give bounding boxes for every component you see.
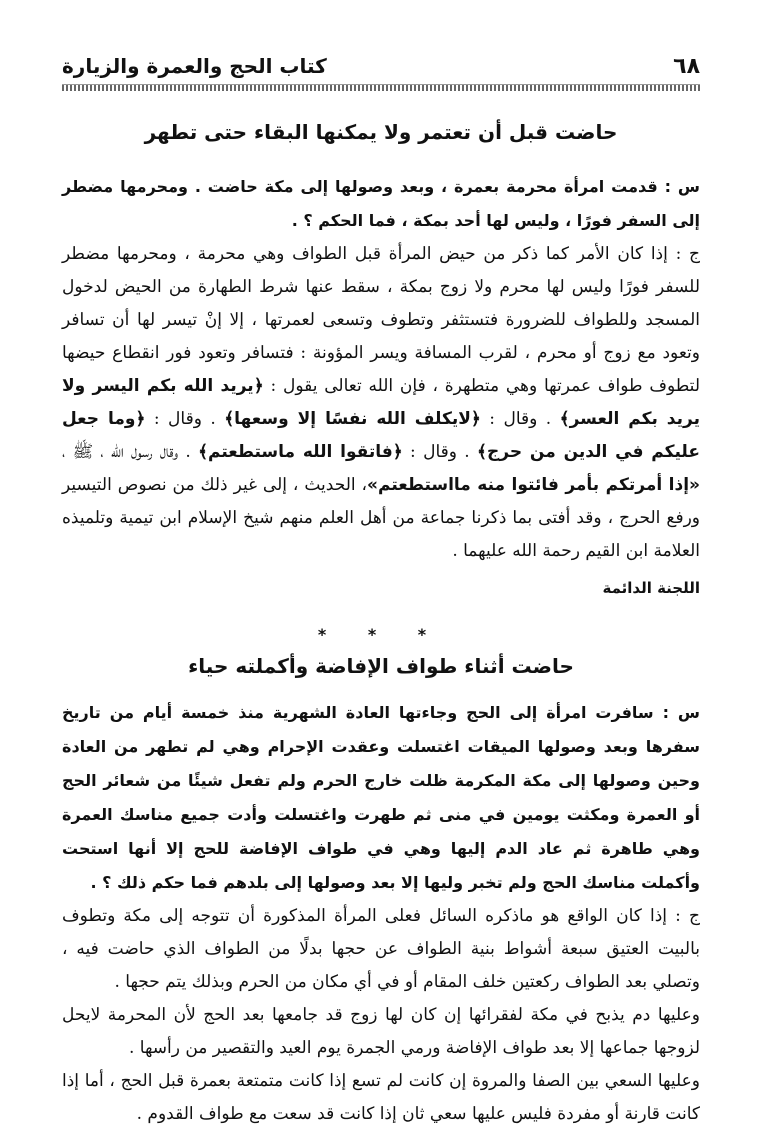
answer-text: ج : إذا كان الأمر كما ذكر من حيض المرأة قبل الطواف وهي محرمة ، ومحرمها مضطر للسفر فورًا وليس لها محرم ولا زوج بمكة ، سقط عنها شرط الطهارة من الحيض لدخول المسجد وللطواف للضرورة فتستثفر وتطوف وتسعى لعمرتها ، إلا إنْ تيسر لها أن تسافر وتعود مع زوج أو محرم ، لقرب المسافة ويسر المؤونة : فتسافر وتعود فور انقطاع حيضها لتطوف طواف عمرتها وهي متطهرة ، فإن الله تعالى يقول : bbox=[62, 244, 700, 396]
section-title: حاضت قبل أن تعتمر ولا يمكنها البقاء حتى تطهر bbox=[144, 120, 618, 144]
verse: ﴿فاتقوا الله ماستطعتم﴾ bbox=[198, 442, 403, 462]
section-separator: * * * bbox=[317, 625, 445, 644]
answer-text: ، الحديث ، إلى غير ذلك من نصوص التيسير ورفع الحرج ، وقد أفتى بما ذكرنا جماعة من أهل العلم منهم شيخ الإسلام ابن تيمية وتلميذه العلامة ابن القيم رحمة الله عليهما . bbox=[62, 475, 700, 561]
page-header bbox=[62, 54, 700, 84]
header-rule bbox=[62, 84, 700, 91]
answer-paragraph: ج : إذا كان الواقع هو ماذكره السائل فعلى المرأة المذكورة أن تتوجه إلى مكة وتطوف بالبيت العتيق سبعة أشواط بنية الطواف عن حجها بدلًا من الطواف الذي حاضت فيه ، وتصلي بعد الطواف ركعتين خلف المقام أو في أي مكان من الحرم وبذلك يتم حجها . bbox=[62, 906, 700, 992]
hadith: «إذا أمرتكم بأمر فائتوا منه مااستطعتم» bbox=[367, 475, 701, 495]
section-title: حاضت أثناء طواف الإفاضة وأكملته حياء bbox=[188, 654, 574, 678]
connector-text: . وقال : bbox=[145, 409, 225, 429]
connector-text: . وقال : bbox=[480, 409, 560, 429]
verse: ﴿يريد الله بكم اليسر ولا يريد بكم العسر﴾ bbox=[62, 376, 700, 429]
answer-paragraph: وعليها دم يذبح في مكة لفقرائها إن كان لها زوج قد جامعها بعد الحج لأن المحرمة لايحل لزوجها جماعها إلا بعد طواف الإفاضة ورمي الجمرة يوم العيد والتقصير من رأسها . bbox=[62, 1005, 700, 1058]
answer-paragraph bbox=[62, 238, 700, 568]
running-title: كتاب الحج والعمرة والزيارة bbox=[62, 54, 327, 78]
page-number: ٦٨ bbox=[673, 54, 700, 79]
connector-text: . وقال : bbox=[402, 442, 478, 462]
verse: ﴿لايكلف الله نفسًا إلا وسعها﴾ bbox=[224, 409, 481, 429]
page-content bbox=[62, 120, 700, 1131]
answer-paragraph: وعليها السعي بين الصفا والمروة إن كانت لم تسع إذا كانت متمتعة بعمرة قبل الحج ، أما إذا كانت قارنة أو مفردة فليس عليها سعي ثان إذا كانت قد سعت مع طواف القدوم . bbox=[62, 1071, 700, 1124]
question-paragraph: س : قدمت امرأة محرمة بعمرة ، وبعد وصولها إلى مكة حاضت . ومحرمها مضطر إلى السفر فورًا ، وليس لها أحد بمكة ، فما الحكم ؟ . bbox=[62, 177, 700, 230]
question-paragraph: س : سافرت امرأة إلى الحج وجاءتها العادة الشهرية منذ خمسة أيام من تاريخ سفرها وبعد وصولها الميقات اغتسلت وعقدت الإحرام وهي لم تطهر من العادة وحين وصولها إلى مكة المكرمة ظلت خارج الحرم ولم تفعل شيئًا من شعائر الحج أو العمرة ومكثت يومين في منى ثم طهرت واغتسلت وأدت جميع مناسك العمرة وهي طاهرة ثم عاد الدم إليها وهي في طواف الإفاضة للحج إلا أنها استحت وأكملت مناسك الحج ولم تخبر وليها إلا بعد وصولها إلى بلدهم فما حكم ذلك ؟ . bbox=[62, 703, 700, 892]
signature: اللجنة الدائمة bbox=[602, 579, 700, 597]
answer-text: . وقال رسول الله ، ﷺ ، bbox=[62, 442, 199, 462]
verse: ﴿وما جعل عليكم في الدين من حرج﴾ bbox=[62, 409, 700, 462]
